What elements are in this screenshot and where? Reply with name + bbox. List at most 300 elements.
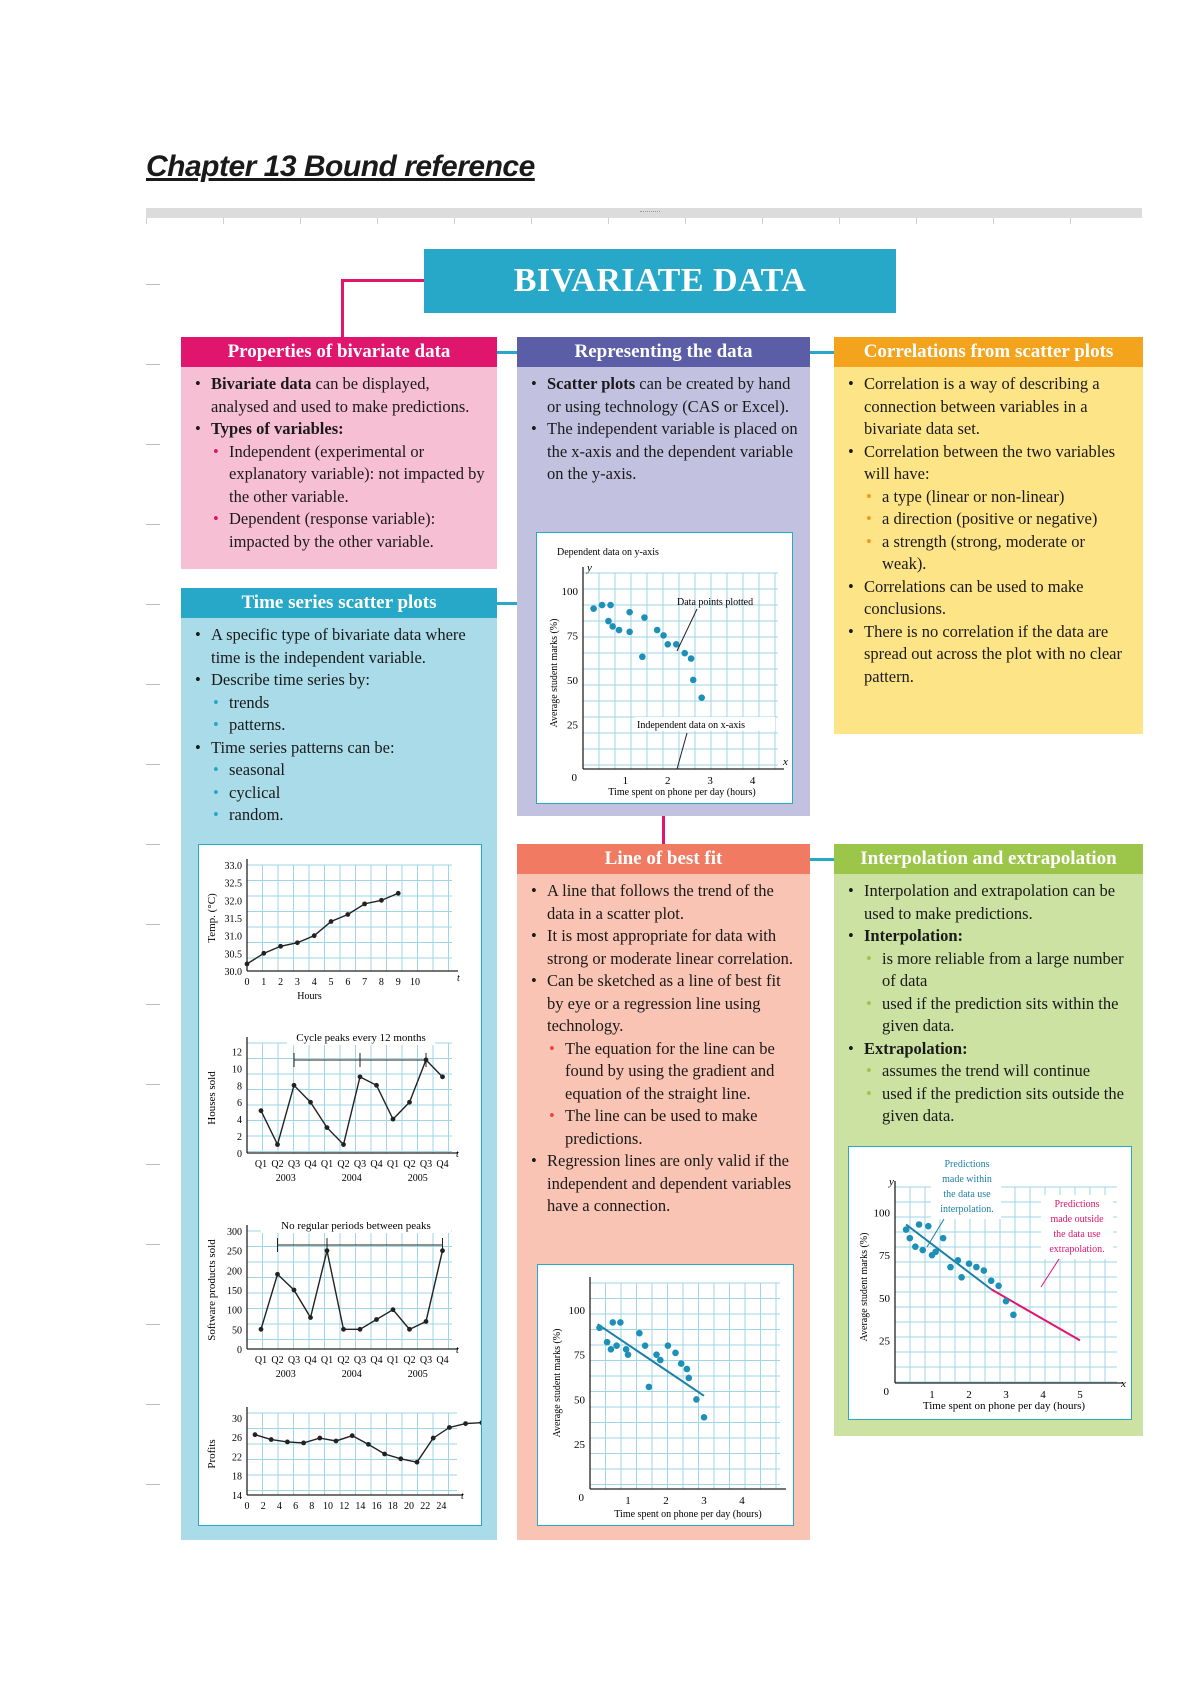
y-tick-label: 32.5: [224, 878, 242, 890]
data-point: [275, 1142, 280, 1147]
list-item: • Independent (experimental or explanatory variable): not impacted by the other variable.: [193, 441, 487, 509]
list-item: • assumes the trend will continue: [846, 1060, 1133, 1083]
data-point: [932, 1248, 939, 1255]
x-tick-label: 10: [323, 1501, 333, 1512]
y-tick-label: 25: [567, 719, 578, 732]
x-tick-label: Q1: [386, 1159, 400, 1170]
x-tick-label: 1: [929, 1389, 935, 1401]
data-point: [374, 1317, 379, 1322]
data-point: [374, 1083, 379, 1088]
x-tick-label: Q4: [304, 1159, 317, 1170]
x-axis-label: Hours: [297, 991, 322, 1002]
y-tick-label: 100: [227, 1305, 242, 1317]
x-axis-letter: t: [456, 1345, 459, 1356]
annotation-arrow: [677, 609, 697, 651]
x-tick-label: Q1: [320, 1159, 334, 1170]
data-point: [653, 1351, 660, 1358]
list-item: • random.: [193, 804, 487, 827]
list-item: • The independent variable is placed on the x-axis and the dependent variable on the y-axis.: [529, 418, 800, 486]
list-item: • cyclical: [193, 782, 487, 805]
y-tick-label: 300: [227, 1227, 242, 1238]
list-item: • a direction (positive or negative): [846, 508, 1133, 531]
x-tick-label: 1: [261, 977, 267, 988]
correlations-panel: [834, 337, 1143, 734]
timeseries-heading: Time series scatter plots: [181, 588, 497, 618]
year-label: 2004: [341, 1369, 362, 1380]
list-item: • There is no correlation if the data are spread out across the plot with no clear pattern.: [846, 621, 1133, 689]
data-point: [684, 1366, 691, 1373]
list-item: • Correlations can be used to make conclusions.: [846, 576, 1133, 621]
x-tick-label: 4: [1040, 1389, 1046, 1401]
y-tick-label: 0: [237, 1345, 242, 1356]
annotation-data-points: Data points plotted: [677, 597, 754, 608]
x-axis-letter: x: [783, 756, 788, 768]
data-point: [607, 602, 614, 609]
list-item: • Types of variables:: [193, 418, 487, 441]
data-point: [947, 1264, 954, 1271]
x-tick-label: 7: [362, 977, 368, 988]
y-tick-label: 14: [232, 1491, 242, 1502]
connector-line: [810, 858, 834, 861]
y-axis-letter: y: [587, 562, 592, 574]
data-point: [973, 1264, 980, 1271]
x-tick-label: 3: [294, 977, 300, 988]
data-point: [391, 1117, 396, 1122]
data-point: [350, 1433, 355, 1438]
list-item: • Correlation is a way of describing a connection between variables in a bivariate data set.: [846, 373, 1133, 441]
x-tick-label: Q3: [419, 1159, 433, 1170]
data-point: [308, 1100, 313, 1105]
list-item: • Extrapolation:: [846, 1038, 1133, 1061]
y-axis-label: Average student marks (%): [549, 618, 560, 728]
connector-line: [497, 602, 517, 605]
data-point: [912, 1243, 919, 1250]
margin-mark: [146, 1004, 160, 1005]
list-item: • is more reliable from a large number of data: [846, 948, 1133, 993]
data-point: [358, 1074, 363, 1079]
data-point: [919, 1247, 926, 1254]
data-point: [608, 1346, 615, 1353]
y-tick-label: 12: [232, 1047, 242, 1059]
data-point: [604, 1339, 611, 1346]
x-tick-label: 4: [311, 977, 317, 988]
y-tick-label: 25: [574, 1439, 585, 1452]
data-point: [665, 1342, 672, 1349]
y-tick-label: 25: [879, 1335, 890, 1348]
list-item: • used if the prediction sits outside the given data.: [846, 1083, 1133, 1128]
data-point: [690, 677, 697, 684]
data-point: [440, 1074, 445, 1079]
list-item: • a type (linear or non-linear): [846, 486, 1133, 509]
data-point: [642, 1342, 649, 1349]
data-point: [613, 1342, 620, 1349]
x-tick-label: 3: [701, 1495, 707, 1507]
list-item: • A line that follows the trend of the data in a scatter plot.: [529, 880, 800, 925]
x-tick-label: Q1: [320, 1355, 334, 1366]
best-fit-line: [906, 1224, 991, 1289]
x-tick-label: Q3: [419, 1355, 433, 1366]
x-tick-label: 2: [966, 1389, 972, 1401]
data-point: [641, 614, 648, 621]
y-axis-label: Average student marks (%): [552, 1328, 563, 1438]
data-point: [1003, 1298, 1010, 1305]
x-tick-label: 20: [404, 1501, 414, 1512]
interp-heading: Interpolation and extrapolation: [834, 844, 1143, 874]
series-line: [261, 1060, 443, 1145]
data-point: [916, 1221, 923, 1228]
list-item: • Scatter plots can be created by hand or using technology (CAS or Excel).: [529, 373, 800, 418]
y-axis-letter: y: [889, 1176, 894, 1188]
connector-line: [341, 279, 424, 282]
y-tick-label: 50: [879, 1292, 890, 1305]
list-item: • seasonal: [193, 759, 487, 782]
margin-mark: [146, 924, 160, 925]
y-tick-label: 10: [232, 1064, 242, 1076]
y-tick-label: 100: [568, 1304, 585, 1317]
annotation-interpolation: Predictions: [944, 1159, 990, 1170]
y-axis-label: Houses sold: [206, 1071, 218, 1125]
list-item: • Interpolation and extrapolation can be used to make predictions.: [846, 880, 1133, 925]
x-tick-label: 4: [276, 1501, 282, 1512]
x-tick-label: Q4: [304, 1355, 317, 1366]
x-tick-label: 5: [328, 977, 334, 988]
data-point: [301, 1441, 306, 1446]
x-tick-label: Q2: [271, 1159, 284, 1170]
data-point: [678, 1360, 685, 1367]
properties-heading: Properties of bivariate data: [181, 337, 497, 367]
x-tick-label: Q1: [386, 1355, 400, 1366]
scatter-chart-representing: [536, 532, 793, 804]
annotation-interpolation: the data use: [943, 1189, 991, 1200]
margin-mark: [146, 844, 160, 845]
data-point: [966, 1260, 973, 1267]
margin-mark: [146, 1244, 160, 1245]
data-point: [616, 627, 623, 634]
data-point: [407, 1327, 412, 1332]
y-tick-label: 100: [561, 585, 578, 598]
data-point: [646, 1384, 653, 1391]
margin-mark: [146, 684, 160, 685]
data-point: [308, 1315, 313, 1320]
data-point: [693, 1396, 700, 1403]
data-point: [398, 1456, 403, 1461]
data-point: [698, 694, 705, 701]
data-point: [285, 1440, 290, 1445]
data-point: [664, 641, 671, 648]
y-axis-label: Profits: [206, 1439, 218, 1469]
data-point: [245, 962, 250, 967]
y-tick-label: 22: [232, 1452, 242, 1464]
x-tick-label: Q4: [436, 1159, 449, 1170]
x-tick-label: 6: [293, 1501, 299, 1512]
y-tick-label: 200: [227, 1266, 242, 1278]
list-item: • Can be sketched as a line of best fit by eye or a regression line using technology.: [529, 970, 800, 1038]
x-tick-label: 5: [1077, 1389, 1083, 1401]
data-point: [261, 951, 266, 956]
correlations-heading: Correlations from scatter plots: [834, 337, 1143, 367]
annotation-extrapolation: extrapolation.: [1049, 1244, 1105, 1255]
data-point: [358, 1327, 363, 1332]
data-point: [259, 1327, 264, 1332]
data-point: [903, 1226, 910, 1233]
data-point: [688, 655, 695, 662]
data-point: [995, 1283, 1002, 1290]
list-item: • A specific type of bivariate data where time is the independent variable.: [193, 624, 487, 669]
data-point: [345, 912, 350, 917]
data-point: [925, 1223, 932, 1230]
data-point: [701, 1414, 708, 1421]
data-point: [625, 1351, 632, 1358]
data-point: [654, 627, 661, 634]
y-tick-label: 31.0: [224, 931, 242, 943]
data-point: [1010, 1312, 1017, 1319]
list-item: • Regression lines are only valid if the independent and dependent variables have a connection.: [529, 1150, 800, 1218]
margin-mark: [146, 284, 160, 285]
annotation-extrapolation: Predictions: [1054, 1199, 1100, 1210]
connector-line: [497, 351, 517, 354]
data-point: [269, 1437, 274, 1442]
ruler-ticks: [146, 218, 1142, 224]
data-point: [317, 1436, 322, 1441]
data-point: [424, 1319, 429, 1324]
data-point: [657, 1357, 664, 1364]
data-point: [334, 1439, 339, 1444]
data-point: [312, 933, 317, 938]
data-point: [907, 1235, 914, 1242]
y-tick-label: 6: [237, 1098, 242, 1110]
x-axis-label: Time spent on phone per day (hours): [922, 1400, 1086, 1412]
list-item: • Time series patterns can be:: [193, 737, 487, 760]
bestfit-heading: Line of best fit: [517, 844, 810, 874]
x-tick-label: 4: [749, 775, 756, 787]
data-point: [610, 1319, 617, 1326]
y-tick-label: 32.0: [224, 896, 242, 908]
data-point: [479, 1420, 481, 1425]
annotation-extrapolation: made outside: [1050, 1214, 1104, 1225]
y-tick-label: 50: [574, 1394, 585, 1407]
year-label: 2005: [407, 1173, 428, 1184]
y-tick-label: 30: [232, 1413, 242, 1425]
annotation-interpolation: made within: [942, 1174, 992, 1185]
data-point: [341, 1327, 346, 1332]
data-point: [341, 1142, 346, 1147]
x-tick-label: 0: [244, 977, 250, 988]
scatter-chart-bestfit: [537, 1264, 794, 1526]
origin-label: 0: [883, 1386, 889, 1398]
x-tick-label: Q2: [403, 1159, 416, 1170]
data-point: [329, 919, 334, 924]
correlations-body: [834, 367, 1143, 694]
margin-mark: [146, 1324, 160, 1325]
data-point: [362, 901, 367, 906]
data-point: [415, 1460, 420, 1465]
y-tick-label: 2: [237, 1132, 242, 1144]
x-tick-label: 2: [260, 1501, 266, 1512]
data-point: [292, 1083, 297, 1088]
data-point: [605, 618, 612, 625]
x-tick-label: 8: [378, 977, 384, 988]
data-point: [596, 1324, 603, 1331]
x-tick-label: 2: [665, 775, 671, 787]
data-point: [599, 602, 606, 609]
representing-body: [517, 367, 810, 492]
y-tick-label: 100: [873, 1207, 890, 1220]
annotation-interpolation: interpolation.: [940, 1204, 994, 1215]
x-tick-label: Q4: [370, 1355, 383, 1366]
x-tick-label: Q2: [271, 1355, 284, 1366]
x-tick-label: 14: [355, 1501, 366, 1512]
series-line: [247, 893, 398, 964]
y-tick-label: 250: [227, 1246, 242, 1258]
y-tick-label: 0: [237, 1149, 242, 1160]
y-tick-label: 30.5: [224, 949, 242, 961]
x-tick-label: 2: [663, 1495, 669, 1507]
connector-line: [341, 279, 344, 337]
data-point: [391, 1307, 396, 1312]
list-item: • trends: [193, 692, 487, 715]
x-tick-label: 9: [395, 977, 401, 988]
x-tick-label: Q2: [403, 1355, 416, 1366]
data-point: [660, 632, 667, 639]
data-point: [958, 1274, 965, 1281]
annotation-text: No regular periods between peaks: [281, 1220, 431, 1232]
data-point: [609, 623, 616, 630]
margin-mark: [146, 524, 160, 525]
x-tick-label: 0: [244, 1501, 250, 1512]
data-point: [259, 1108, 264, 1113]
data-point: [617, 1319, 624, 1326]
timeseries-body: [181, 618, 497, 833]
year-label: 2003: [275, 1173, 296, 1184]
data-point: [407, 1100, 412, 1105]
data-point: [278, 944, 283, 949]
list-item: • Describe time series by:: [193, 669, 487, 692]
y-tick-label: 30.0: [224, 967, 242, 978]
x-tick-label: 24: [436, 1501, 447, 1512]
data-point: [940, 1235, 947, 1242]
y-tick-label: 150: [227, 1286, 242, 1297]
data-point: [681, 650, 688, 657]
data-point: [431, 1436, 436, 1441]
annotation-independent: Independent data on x-axis: [637, 720, 746, 731]
annotation-extrapolation: the data use: [1053, 1229, 1101, 1240]
x-tick-label: Q1: [254, 1159, 268, 1170]
properties-panel: [181, 337, 497, 569]
x-tick-label: Q1: [254, 1355, 268, 1366]
properties-body: [181, 367, 497, 559]
y-tick-label: 18: [232, 1471, 242, 1483]
data-point: [382, 1452, 387, 1457]
x-axis-letter: t: [457, 973, 460, 984]
margin-mark: [146, 1484, 160, 1485]
x-tick-label: Q2: [337, 1159, 350, 1170]
data-point: [639, 653, 646, 660]
x-tick-label: 1: [622, 775, 629, 787]
x-tick-label: 10: [410, 977, 421, 988]
data-point: [955, 1257, 962, 1264]
data-point: [636, 1330, 643, 1337]
x-tick-label: 8: [309, 1501, 315, 1512]
x-axis-label: Time spent on phone per day (hours): [608, 787, 756, 798]
ruler-grip[interactable]: [640, 211, 660, 215]
y-axis-label: Temp. (°C): [206, 893, 218, 943]
data-point: [295, 940, 300, 945]
data-point: [981, 1267, 988, 1274]
x-tick-label: 4: [739, 1495, 745, 1507]
year-label: 2005: [407, 1369, 428, 1380]
representing-heading: Representing the data: [517, 337, 810, 367]
extrapolation-line: [991, 1289, 1080, 1340]
list-item: • patterns.: [193, 714, 487, 737]
x-tick-label: 1: [625, 1495, 631, 1507]
margin-mark: [146, 1164, 160, 1165]
x-tick-label: 6: [345, 977, 351, 988]
list-item: • Interpolation:: [846, 925, 1133, 948]
x-tick-label: 22: [420, 1501, 431, 1512]
year-label: 2003: [275, 1369, 296, 1380]
x-axis-letter: t: [456, 1149, 459, 1160]
data-point: [590, 605, 597, 612]
x-tick-label: Q3: [287, 1355, 301, 1366]
x-tick-label: Q3: [287, 1159, 301, 1170]
data-point: [626, 629, 633, 636]
data-point: [463, 1421, 468, 1426]
x-tick-label: 18: [387, 1501, 398, 1512]
data-point: [396, 891, 401, 896]
x-axis-letter: x: [1121, 1378, 1126, 1390]
annotation-dependent: Dependent data on y-axis: [557, 547, 659, 558]
data-point: [379, 898, 384, 903]
margin-mark: [146, 604, 160, 605]
time-series-charts: [198, 844, 482, 1526]
list-item: • The line can be used to make predictions.: [529, 1105, 800, 1150]
x-axis-label: Time spent on phone per day (hours): [614, 1509, 762, 1520]
scatter-chart-interp: [848, 1146, 1132, 1420]
margin-mark: [146, 1404, 160, 1405]
x-tick-label: Q4: [436, 1355, 449, 1366]
margin-mark: [146, 1084, 160, 1085]
x-tick-label: 2: [278, 977, 284, 988]
margin-mark: [146, 444, 160, 445]
interp-body: [834, 874, 1143, 1134]
x-tick-label: 3: [1003, 1389, 1009, 1401]
list-item: • The equation for the line can be found by using the gradient and equation of the straight line.: [529, 1038, 800, 1106]
y-axis-label: Average student marks (%): [859, 1232, 870, 1342]
data-point: [325, 1125, 330, 1130]
data-point: [292, 1288, 297, 1293]
x-tick-label: 12: [339, 1501, 350, 1512]
x-tick-label: Q4: [370, 1159, 383, 1170]
x-tick-label: Q3: [353, 1159, 367, 1170]
y-tick-label: 50: [567, 674, 578, 687]
x-tick-label: Q2: [337, 1355, 350, 1366]
y-tick-label: 26: [232, 1433, 242, 1445]
connector-line: [662, 816, 665, 844]
margin-mark: [146, 764, 160, 765]
margin-mark: [146, 364, 160, 365]
list-item: • used if the prediction sits within the given data.: [846, 993, 1133, 1038]
y-tick-label: 4: [237, 1115, 242, 1127]
list-item: • Dependent (response variable): impacted by the other variable.: [193, 508, 487, 553]
annotation-arrow: [1041, 1259, 1059, 1287]
y-tick-label: 75: [574, 1349, 585, 1362]
list-item: • It is most appropriate for data with strong or moderate linear correlation.: [529, 925, 800, 970]
x-tick-label: 3: [707, 775, 713, 787]
data-point: [447, 1425, 452, 1430]
data-point: [253, 1432, 258, 1437]
y-tick-label: 33.0: [224, 861, 242, 872]
x-tick-label: Q3: [353, 1355, 367, 1366]
